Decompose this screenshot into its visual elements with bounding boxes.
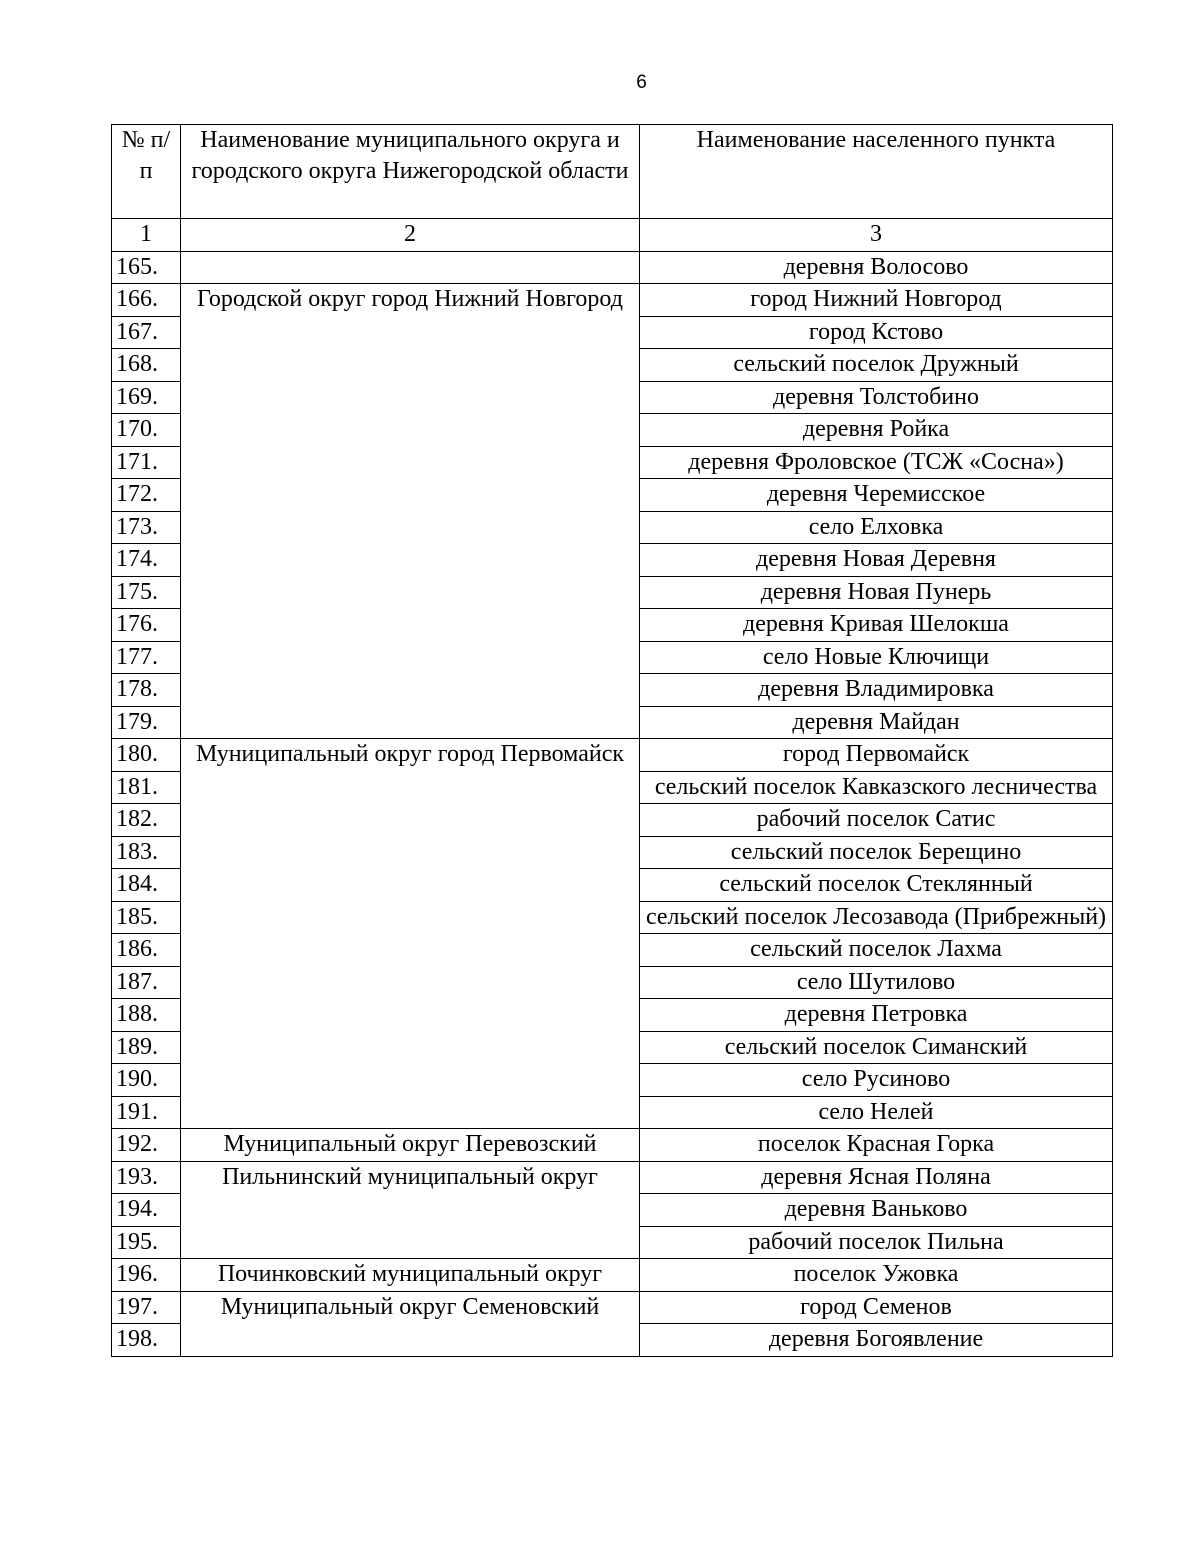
- district-cell: Муниципальный округ город Первомайск: [181, 739, 640, 1129]
- row-number: 179.: [112, 706, 181, 739]
- locality-cell: село Русиново: [640, 1064, 1113, 1097]
- row-number: 197.: [112, 1291, 181, 1324]
- table-row: [112, 284, 1113, 317]
- locality-cell: деревня Кривая Шелокша: [640, 609, 1113, 642]
- table-row: [112, 1291, 1113, 1324]
- row-number: 177.: [112, 641, 181, 674]
- locality-cell: сельский поселок Стеклянный: [640, 869, 1113, 902]
- row-number: 187.: [112, 966, 181, 999]
- locality-cell: деревня Новая Пунерь: [640, 576, 1113, 609]
- row-number: 175.: [112, 576, 181, 609]
- district-cell: Муниципальный округ Семеновский: [181, 1291, 640, 1356]
- locality-cell: сельский поселок Кавказского лесничества: [640, 771, 1113, 804]
- row-number: 167.: [112, 316, 181, 349]
- locality-cell: деревня Богоявление: [640, 1324, 1113, 1357]
- row-number: 182.: [112, 804, 181, 837]
- header-district: Наименование муниципального округа и городского округа Нижегородской области: [181, 125, 640, 219]
- column-number: 1: [112, 219, 181, 252]
- settlements-table: [111, 124, 1113, 1357]
- row-number: 174.: [112, 544, 181, 577]
- locality-cell: село Елховка: [640, 511, 1113, 544]
- district-cell: Пильнинский муниципальный округ: [181, 1161, 640, 1259]
- locality-cell: село Новые Ключищи: [640, 641, 1113, 674]
- locality-cell: поселок Ужовка: [640, 1259, 1113, 1292]
- page-number: 6: [636, 72, 647, 93]
- row-number: 184.: [112, 869, 181, 902]
- row-number: 166.: [112, 284, 181, 317]
- row-number: 165.: [112, 251, 181, 284]
- locality-cell: поселок Красная Горка: [640, 1129, 1113, 1162]
- row-number: 173.: [112, 511, 181, 544]
- locality-cell: деревня Владимировка: [640, 674, 1113, 707]
- column-number: 3: [640, 219, 1113, 252]
- locality-cell: рабочий поселок Пильна: [640, 1226, 1113, 1259]
- locality-cell: деревня Петровка: [640, 999, 1113, 1032]
- locality-cell: деревня Волосово: [640, 251, 1113, 284]
- table-row: [112, 1129, 1113, 1162]
- locality-cell: город Семенов: [640, 1291, 1113, 1324]
- row-number: 195.: [112, 1226, 181, 1259]
- row-number: 198.: [112, 1324, 181, 1357]
- table-row: [112, 1259, 1113, 1292]
- row-number: 170.: [112, 414, 181, 447]
- table-row: [112, 739, 1113, 772]
- district-cell: Городской округ город Нижний Новгород: [181, 284, 640, 739]
- row-number: 169.: [112, 381, 181, 414]
- row-number: 186.: [112, 934, 181, 967]
- row-number: 183.: [112, 836, 181, 869]
- locality-cell: город Нижний Новгород: [640, 284, 1113, 317]
- row-number: 190.: [112, 1064, 181, 1097]
- row-number: 180.: [112, 739, 181, 772]
- row-number: 193.: [112, 1161, 181, 1194]
- row-number: 168.: [112, 349, 181, 382]
- locality-cell: сельский поселок Лесозавода (Прибрежный): [640, 901, 1113, 934]
- row-number: 181.: [112, 771, 181, 804]
- row-number: 188.: [112, 999, 181, 1032]
- header-num: № п/п: [112, 125, 181, 219]
- row-number: 194.: [112, 1194, 181, 1227]
- locality-cell: деревня Толстобино: [640, 381, 1113, 414]
- table-row: [112, 1161, 1113, 1194]
- locality-cell: рабочий поселок Сатис: [640, 804, 1113, 837]
- locality-cell: деревня Ясная Поляна: [640, 1161, 1113, 1194]
- district-cell: Починковский муниципальный округ: [181, 1259, 640, 1292]
- locality-cell: деревня Черемисское: [640, 479, 1113, 512]
- table-row: [112, 251, 1113, 284]
- locality-cell: село Нелей: [640, 1096, 1113, 1129]
- locality-cell: сельский поселок Симанский: [640, 1031, 1113, 1064]
- locality-cell: село Шутилово: [640, 966, 1113, 999]
- row-number: 171.: [112, 446, 181, 479]
- district-cell: Муниципальный округ Перевозский: [181, 1129, 640, 1162]
- locality-cell: деревня Ваньково: [640, 1194, 1113, 1227]
- row-number: 178.: [112, 674, 181, 707]
- row-number: 191.: [112, 1096, 181, 1129]
- row-number: 189.: [112, 1031, 181, 1064]
- locality-cell: сельский поселок Дружный: [640, 349, 1113, 382]
- row-number: 192.: [112, 1129, 181, 1162]
- locality-cell: город Первомайск: [640, 739, 1113, 772]
- locality-cell: деревня Новая Деревня: [640, 544, 1113, 577]
- locality-cell: город Кстово: [640, 316, 1113, 349]
- locality-cell: сельский поселок Берещино: [640, 836, 1113, 869]
- column-number-row: [112, 219, 1113, 252]
- column-number: 2: [181, 219, 640, 252]
- locality-cell: деревня Ройка: [640, 414, 1113, 447]
- district-cell: [181, 251, 640, 284]
- table-header-row: [112, 125, 1113, 219]
- row-number: 185.: [112, 901, 181, 934]
- row-number: 172.: [112, 479, 181, 512]
- header-locality: Наименование населенного пункта: [640, 125, 1113, 219]
- locality-cell: деревня Фроловское (ТСЖ «Сосна»): [640, 446, 1113, 479]
- row-number: 196.: [112, 1259, 181, 1292]
- row-number: 176.: [112, 609, 181, 642]
- locality-cell: сельский поселок Лахма: [640, 934, 1113, 967]
- locality-cell: деревня Майдан: [640, 706, 1113, 739]
